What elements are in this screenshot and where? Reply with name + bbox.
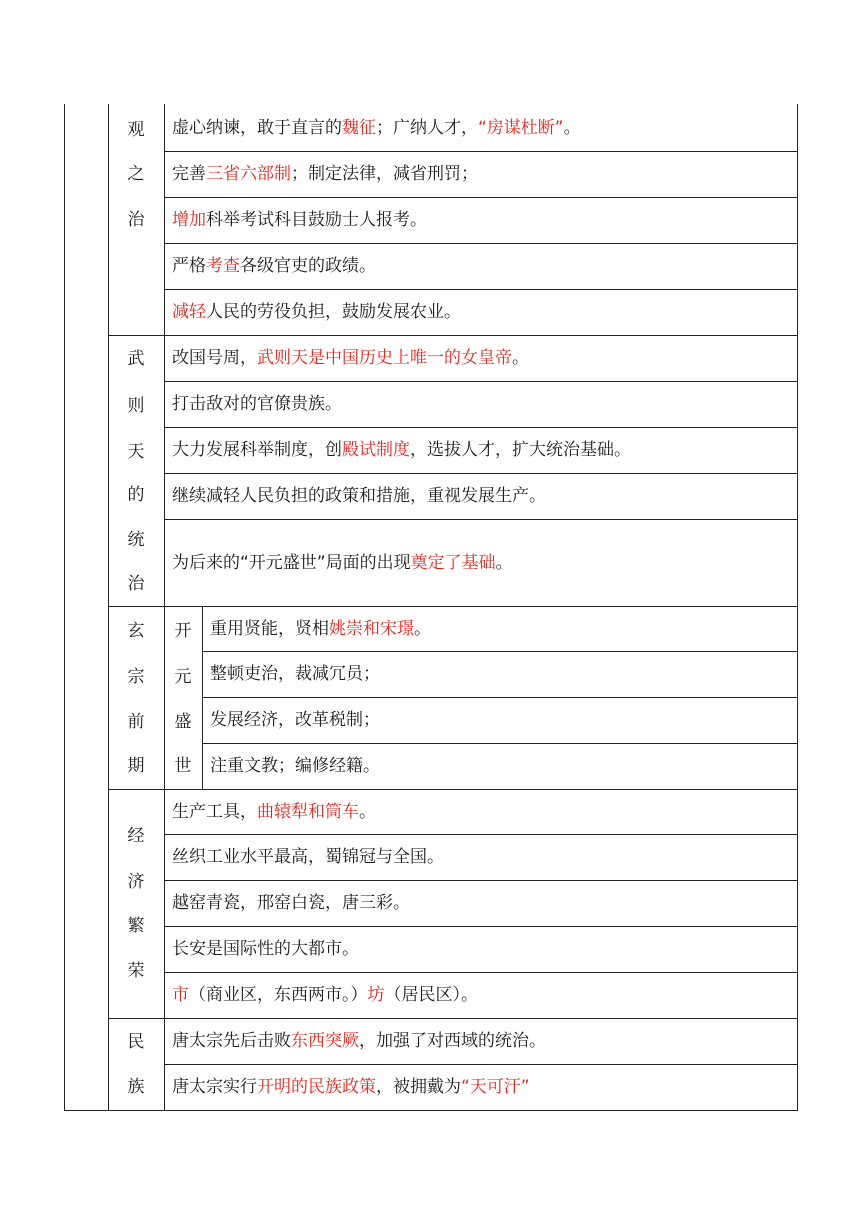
table-row-text (172, 118, 581, 138)
row-divider (164, 381, 798, 382)
row-text: 人民的劳役负担，鼓励发展农业。 (206, 302, 461, 322)
row-divider (164, 289, 798, 290)
row-text: ，被拥戴为 (376, 1077, 461, 1097)
row-divider (164, 427, 798, 428)
row-text: 唐太宗先后击败 (172, 1031, 291, 1051)
section-label-char: 宗 (127, 667, 145, 687)
highlight-text: 姚崇和宋璟 (329, 618, 414, 639)
section-label-char: 之 (127, 164, 145, 184)
table-row-text (172, 1077, 530, 1097)
table-row-text (172, 302, 461, 322)
row-text: 生产工具， (172, 801, 257, 822)
table-row-text (172, 256, 376, 276)
label-column-border (108, 104, 109, 1111)
section-label-char: 期 (127, 756, 145, 776)
row-text: 。 (414, 618, 431, 639)
row-divider (202, 743, 798, 744)
row-text: 为后来的“开元盛世”局面的出现 (172, 552, 411, 573)
section-label-char: 民 (127, 1032, 145, 1052)
row-text: 继续减轻人民负担的政策和措施，重视发展生产。 (172, 486, 546, 506)
table-row-text (172, 164, 478, 184)
highlight-text: 殿试制度 (342, 440, 410, 460)
row-text: 。 (495, 552, 513, 573)
row-divider (164, 1064, 798, 1065)
section-label-char: 观 (127, 120, 145, 140)
table-row-text (210, 619, 431, 639)
section-label-char: 荣 (127, 961, 145, 981)
row-text: 打击敌对的官僚贵族。 (172, 394, 342, 414)
highlight-text: 开明的民族政策 (257, 1077, 376, 1097)
section-divider (108, 789, 798, 790)
right-border (797, 104, 798, 1111)
table-row-text (172, 893, 410, 913)
table-row-text (172, 486, 546, 506)
table-row-text (172, 939, 359, 959)
section-label-char: 则 (127, 396, 145, 416)
table-row-text (172, 802, 376, 822)
row-divider (164, 243, 798, 244)
section-label-char: 玄 (127, 621, 145, 641)
table-row-text (210, 710, 380, 730)
row-divider (164, 834, 798, 835)
table-row-text (172, 985, 478, 1005)
table-row-text (210, 756, 380, 776)
row-text: ；广纳人才， (376, 117, 478, 138)
row-divider (164, 972, 798, 973)
row-divider (164, 880, 798, 881)
content-column-border (164, 104, 165, 1111)
row-text: 各级官吏的政绩。 (240, 256, 376, 276)
row-divider (164, 473, 798, 474)
highlight-text: 奠定了基础 (410, 552, 496, 573)
row-text: 注重文教；编修经籍。 (210, 756, 380, 776)
row-text: 发展经济，改革税制； (210, 710, 380, 730)
table-bottom-border (64, 1110, 798, 1111)
section-label-char: 统 (127, 530, 145, 550)
row-divider (164, 151, 798, 152)
row-divider (202, 651, 798, 652)
table-row-text (172, 348, 529, 368)
row-text: ，选拔人才，扩大统治基础。 (410, 440, 631, 460)
section-divider (108, 335, 798, 336)
section-label-char: 天 (127, 442, 145, 462)
highlight-text: 市 (172, 985, 189, 1005)
section-divider (108, 606, 798, 607)
highlight-text: 东西突厥 (291, 1031, 359, 1051)
row-text: 。 (512, 348, 529, 368)
row-text: 整顿吏治，裁减冗员； (210, 664, 380, 684)
row-divider (164, 197, 798, 198)
highlight-text: 增加 (172, 210, 206, 230)
sublabel-char: 元 (174, 667, 192, 687)
section-label-char: 经 (127, 826, 145, 846)
highlight-text: 减轻 (172, 302, 206, 322)
table-row-text (210, 664, 380, 684)
row-text: ，加强了对西域的统治。 (359, 1031, 546, 1051)
table-row-text (172, 847, 444, 867)
highlight-text: 曲辕犁和筒车 (257, 801, 359, 822)
highlight-text: 三省六部制 (206, 164, 291, 184)
row-text: 。 (563, 117, 581, 138)
row-divider (202, 697, 798, 698)
row-text: 虚心纳谏，敢于直言的 (172, 117, 342, 138)
row-text: ；制定法律，减省刑罚； (291, 164, 478, 184)
row-text: 大力发展科举制度，创 (172, 440, 342, 460)
highlight-text: 坊 (367, 985, 385, 1005)
highlight-text: “房谋杜断” (478, 117, 564, 138)
row-text: 长安是国际性的大都市。 (172, 939, 359, 959)
row-text: （居民区）。 (384, 985, 478, 1005)
section-label-char: 治 (127, 210, 145, 230)
row-text: 完善 (172, 164, 206, 184)
highlight-text: 魏征 (342, 117, 376, 138)
section-label-char: 族 (127, 1077, 145, 1097)
row-divider (164, 926, 798, 927)
highlight-text: “天可汗” (461, 1077, 530, 1097)
row-text: 改国号周， (172, 348, 257, 368)
row-text: 。 (359, 801, 376, 822)
sublabel-char: 世 (174, 756, 192, 776)
section-label-char: 繁 (127, 916, 145, 936)
table-row-text (172, 1031, 546, 1051)
row-text: 越窑青瓷，邢窑白瓷，唐三彩。 (172, 893, 410, 913)
highlight-text: 考查 (206, 256, 240, 276)
row-text: 科举考试科目鼓励士人报考。 (206, 210, 427, 230)
row-text: 严格 (172, 256, 206, 276)
table-row-text (172, 553, 513, 573)
table-row-text (172, 394, 342, 414)
row-text: 唐太宗实行 (172, 1077, 257, 1097)
sublabel-char: 盛 (174, 712, 192, 732)
row-divider (164, 519, 798, 520)
table-row-text (172, 440, 631, 460)
section-label-char: 武 (127, 349, 145, 369)
section-divider (108, 1018, 798, 1019)
section-label-char: 济 (127, 872, 145, 892)
row-text: （商业区，东西两市。） (189, 985, 368, 1005)
section-label-char: 治 (127, 574, 145, 594)
highlight-text: 武则天是中国历史上唯一的女皇帝 (257, 348, 512, 368)
section-label-char: 前 (127, 712, 145, 732)
outer-left-border (64, 104, 65, 1110)
sublabel-char: 开 (174, 621, 192, 641)
row-text: 重用贤能，贤相 (210, 618, 329, 639)
table-row-text (172, 210, 427, 230)
section-label-char: 的 (127, 485, 145, 505)
row-text: 丝织工业水平最高，蜀锦冠与全国。 (172, 847, 444, 867)
